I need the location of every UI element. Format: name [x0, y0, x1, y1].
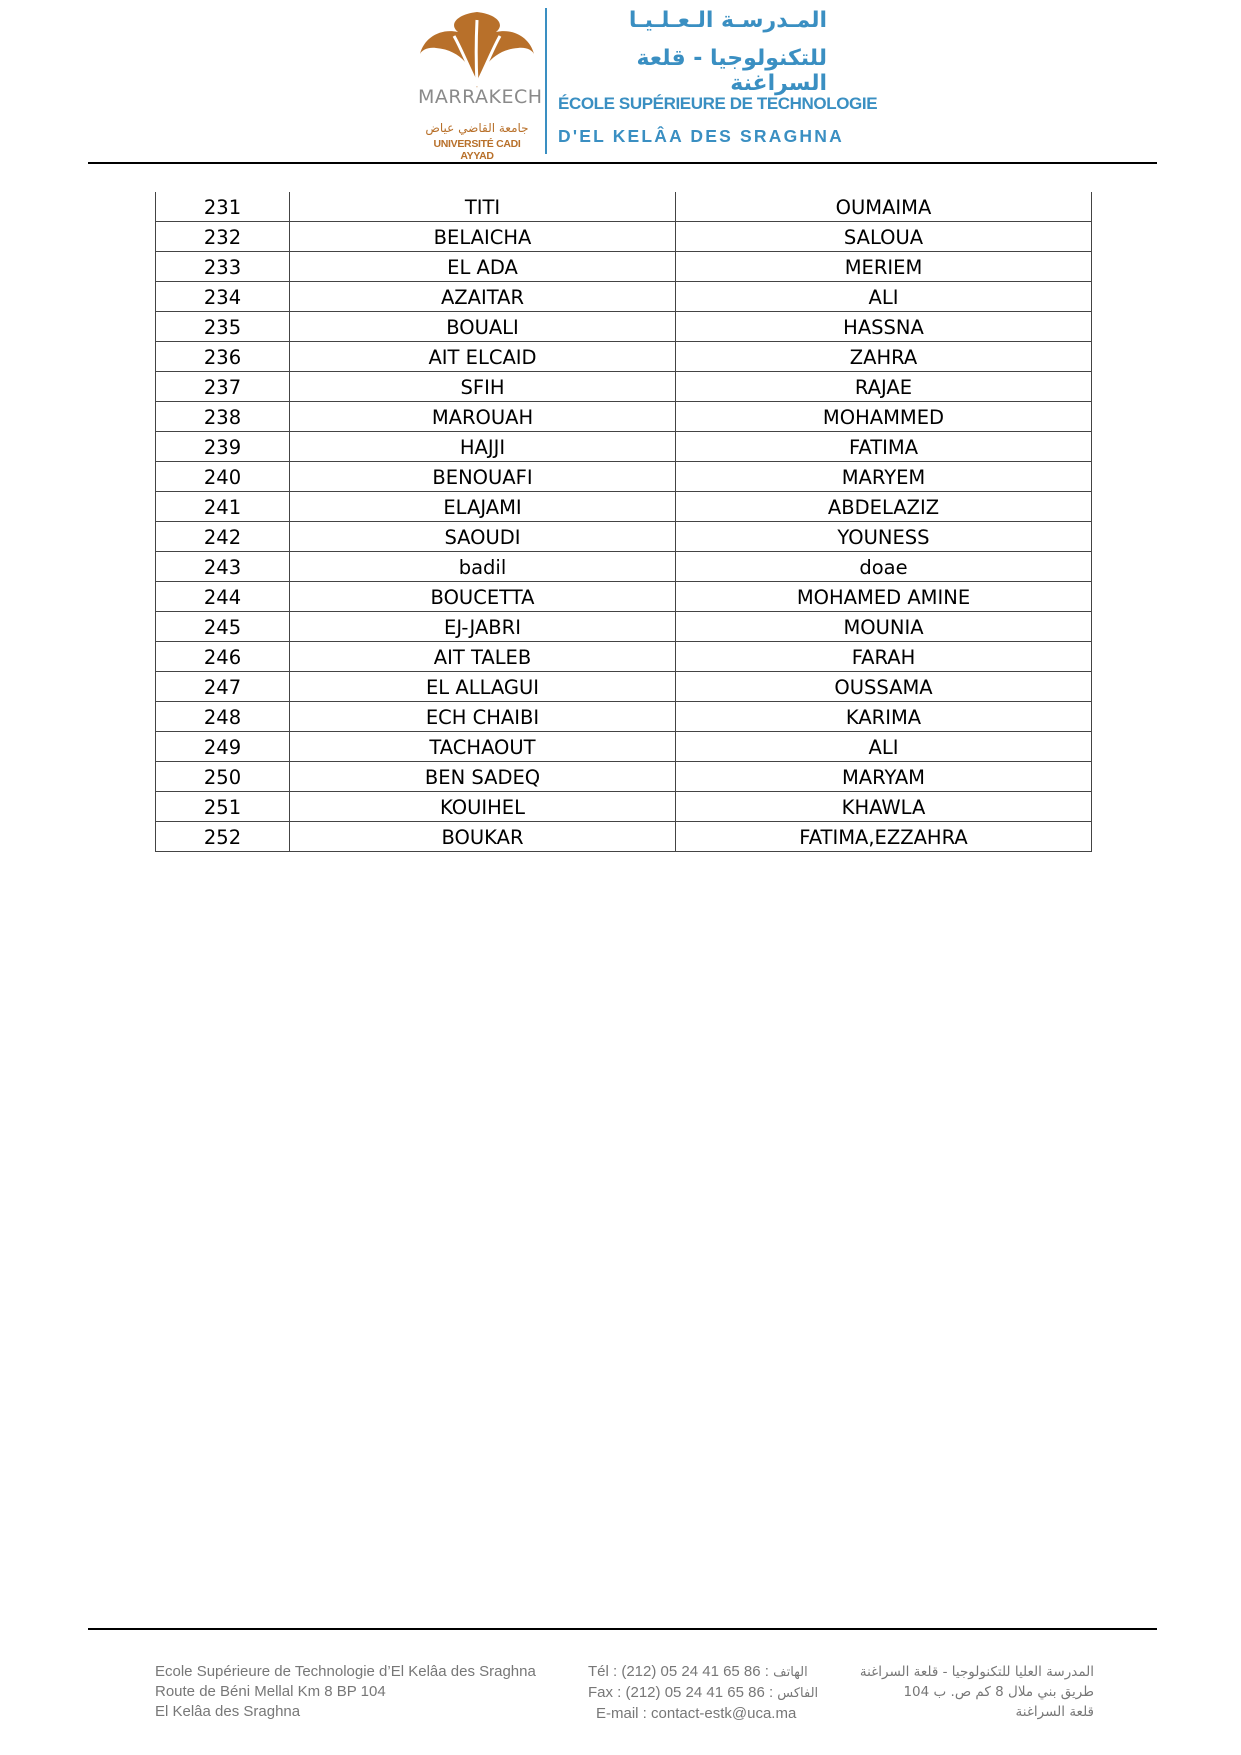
row-number-cell: 250 — [156, 762, 290, 792]
row-number-cell: 239 — [156, 432, 290, 462]
first-name-cell: ABDELAZIZ — [676, 492, 1092, 522]
footer-fax-fr: Fax : (212) 05 24 41 65 86 : — [588, 1684, 774, 1701]
last-name-cell: BELAICHA — [290, 222, 676, 252]
row-number-cell: 240 — [156, 462, 290, 492]
row-number-cell: 232 — [156, 222, 290, 252]
header-rule — [88, 162, 1157, 164]
last-name-cell: BEN SADEQ — [290, 762, 676, 792]
row-number-cell: 238 — [156, 402, 290, 432]
last-name-cell: TITI — [290, 192, 676, 222]
row-number-cell: 243 — [156, 552, 290, 582]
school-name-ar-line1: المـدرسـة الـعـلـيـا — [628, 8, 827, 33]
row-number-cell: 244 — [156, 582, 290, 612]
table-row — [156, 252, 1092, 282]
school-name-fr-line2: D'EL KELÂA DES SRAGHNA — [558, 126, 844, 146]
first-name-cell: OUSSAMA — [676, 672, 1092, 702]
footer-rule — [88, 1628, 1157, 1630]
footer-tel — [588, 1662, 824, 1683]
row-number-cell: 234 — [156, 282, 290, 312]
first-name-cell: MARYAM — [676, 762, 1092, 792]
last-name-cell: EJ-JABRI — [290, 612, 676, 642]
row-number-cell: 251 — [156, 792, 290, 822]
footer-tel-ar: الهاتف — [773, 1665, 808, 1680]
first-name-cell: doae — [676, 552, 1092, 582]
table-row — [156, 552, 1092, 582]
student-list-body — [156, 192, 1092, 852]
table-row — [156, 792, 1092, 822]
footer-fax-ar: الفاكس — [777, 1686, 819, 1701]
first-name-cell: MOHAMED AMINE — [676, 582, 1092, 612]
row-number-cell: 231 — [156, 192, 290, 222]
footer-ar-line2: طريق بني ملال 8 كم ص. ب 104 — [903, 1684, 1094, 1700]
last-name-cell: SFIH — [290, 372, 676, 402]
table-row — [156, 462, 1092, 492]
university-name-fr: UNIVERSITÉ CADI AYYAD — [433, 138, 521, 162]
first-name-cell: MOHAMMED — [676, 402, 1092, 432]
row-number-cell: 235 — [156, 312, 290, 342]
last-name-cell: EL ALLAGUI — [290, 672, 676, 702]
school-name-fr-line1: ÉCOLE SUPÉRIEURE DE TECHNOLOGIE — [558, 94, 878, 113]
footer-ar-line1: المدرسة العليا للتكنولوجيا - قلعة السراغنة — [859, 1664, 1094, 1680]
last-name-cell: AIT ELCAID — [290, 342, 676, 372]
table-row — [156, 432, 1092, 462]
row-number-cell: 241 — [156, 492, 290, 522]
first-name-cell: KHAWLA — [676, 792, 1092, 822]
last-name-cell: MAROUAH — [290, 402, 676, 432]
first-name-cell: MOUNIA — [676, 612, 1092, 642]
table-row — [156, 582, 1092, 612]
first-name-cell: FATIMA,EZZAHRA — [676, 822, 1092, 852]
last-name-cell: badil — [290, 552, 676, 582]
first-name-cell: YOUNESS — [676, 522, 1092, 552]
row-number-cell: 252 — [156, 822, 290, 852]
footer-ar-line3: قلعة السراغنة — [1015, 1704, 1094, 1720]
footer-address-line1: Ecole Supérieure de Technologie d’El Kelâa des Sraghna — [155, 1663, 536, 1680]
footer-address-line3: El Kelâa des Sraghna — [155, 1703, 301, 1720]
last-name-cell: BOUCETTA — [290, 582, 676, 612]
student-list-table — [155, 192, 1092, 852]
first-name-cell: SALOUA — [676, 222, 1092, 252]
university-name-ar: جامعة القاضي عياض — [425, 121, 529, 135]
table-row — [156, 402, 1092, 432]
last-name-cell: BENOUAFI — [290, 462, 676, 492]
last-name-cell: ELAJAMI — [290, 492, 676, 522]
first-name-cell: RAJAE — [676, 372, 1092, 402]
row-number-cell: 233 — [156, 252, 290, 282]
last-name-cell: EL ADA — [290, 252, 676, 282]
table-row — [156, 732, 1092, 762]
last-name-cell: ECH CHAIBI — [290, 702, 676, 732]
school-name-ar-line2: للتكنولوجيا - قلعة السراغنة — [636, 46, 827, 96]
row-number-cell: 237 — [156, 372, 290, 402]
first-name-cell: ALI — [676, 282, 1092, 312]
footer-tel-fr: Tél : (212) 05 24 41 65 86 : — [588, 1663, 769, 1680]
footer-address-line2: Route de Béni Mellal Km 8 BP 104 — [155, 1683, 386, 1700]
table-row — [156, 312, 1092, 342]
row-number-cell: 245 — [156, 612, 290, 642]
table-row — [156, 702, 1092, 732]
table-row — [156, 342, 1092, 372]
row-number-cell: 249 — [156, 732, 290, 762]
last-name-cell: SAOUDI — [290, 522, 676, 552]
first-name-cell: FATIMA — [676, 432, 1092, 462]
first-name-cell: MARYEM — [676, 462, 1092, 492]
footer-address-ar — [860, 1662, 1094, 1722]
footer-address — [155, 1662, 536, 1722]
palm-tree-logo-icon — [418, 10, 536, 90]
row-number-cell: 247 — [156, 672, 290, 702]
letterhead — [0, 0, 1241, 165]
table-row — [156, 822, 1092, 852]
last-name-cell: HAJJI — [290, 432, 676, 462]
first-name-cell: KARIMA — [676, 702, 1092, 732]
row-number-cell: 236 — [156, 342, 290, 372]
last-name-cell: KOUIHEL — [290, 792, 676, 822]
first-name-cell: ALI — [676, 732, 1092, 762]
first-name-cell: HASSNA — [676, 312, 1092, 342]
table-row — [156, 762, 1092, 792]
row-number-cell: 242 — [156, 522, 290, 552]
first-name-cell: FARAH — [676, 642, 1092, 672]
last-name-cell: AIT TALEB — [290, 642, 676, 672]
table-row — [156, 492, 1092, 522]
logo-divider — [545, 8, 547, 154]
row-number-cell: 246 — [156, 642, 290, 672]
last-name-cell: BOUALI — [290, 312, 676, 342]
table-row — [156, 192, 1092, 222]
first-name-cell: ZAHRA — [676, 342, 1092, 372]
table-row — [156, 522, 1092, 552]
logo-city-name: MARRAKECH — [418, 86, 543, 108]
table-row — [156, 222, 1092, 252]
row-number-cell: 248 — [156, 702, 290, 732]
table-row — [156, 372, 1092, 402]
first-name-cell: OUMAIMA — [676, 192, 1092, 222]
last-name-cell: BOUKAR — [290, 822, 676, 852]
first-name-cell: MERIEM — [676, 252, 1092, 282]
footer-fax — [588, 1683, 824, 1704]
last-name-cell: TACHAOUT — [290, 732, 676, 762]
table-row — [156, 642, 1092, 672]
footer-email: E-mail : contact-estk@uca.ma — [596, 1705, 797, 1722]
last-name-cell: AZAITAR — [290, 282, 676, 312]
table-row — [156, 282, 1092, 312]
table-row — [156, 612, 1092, 642]
footer-contact — [588, 1662, 824, 1724]
table-row — [156, 672, 1092, 702]
